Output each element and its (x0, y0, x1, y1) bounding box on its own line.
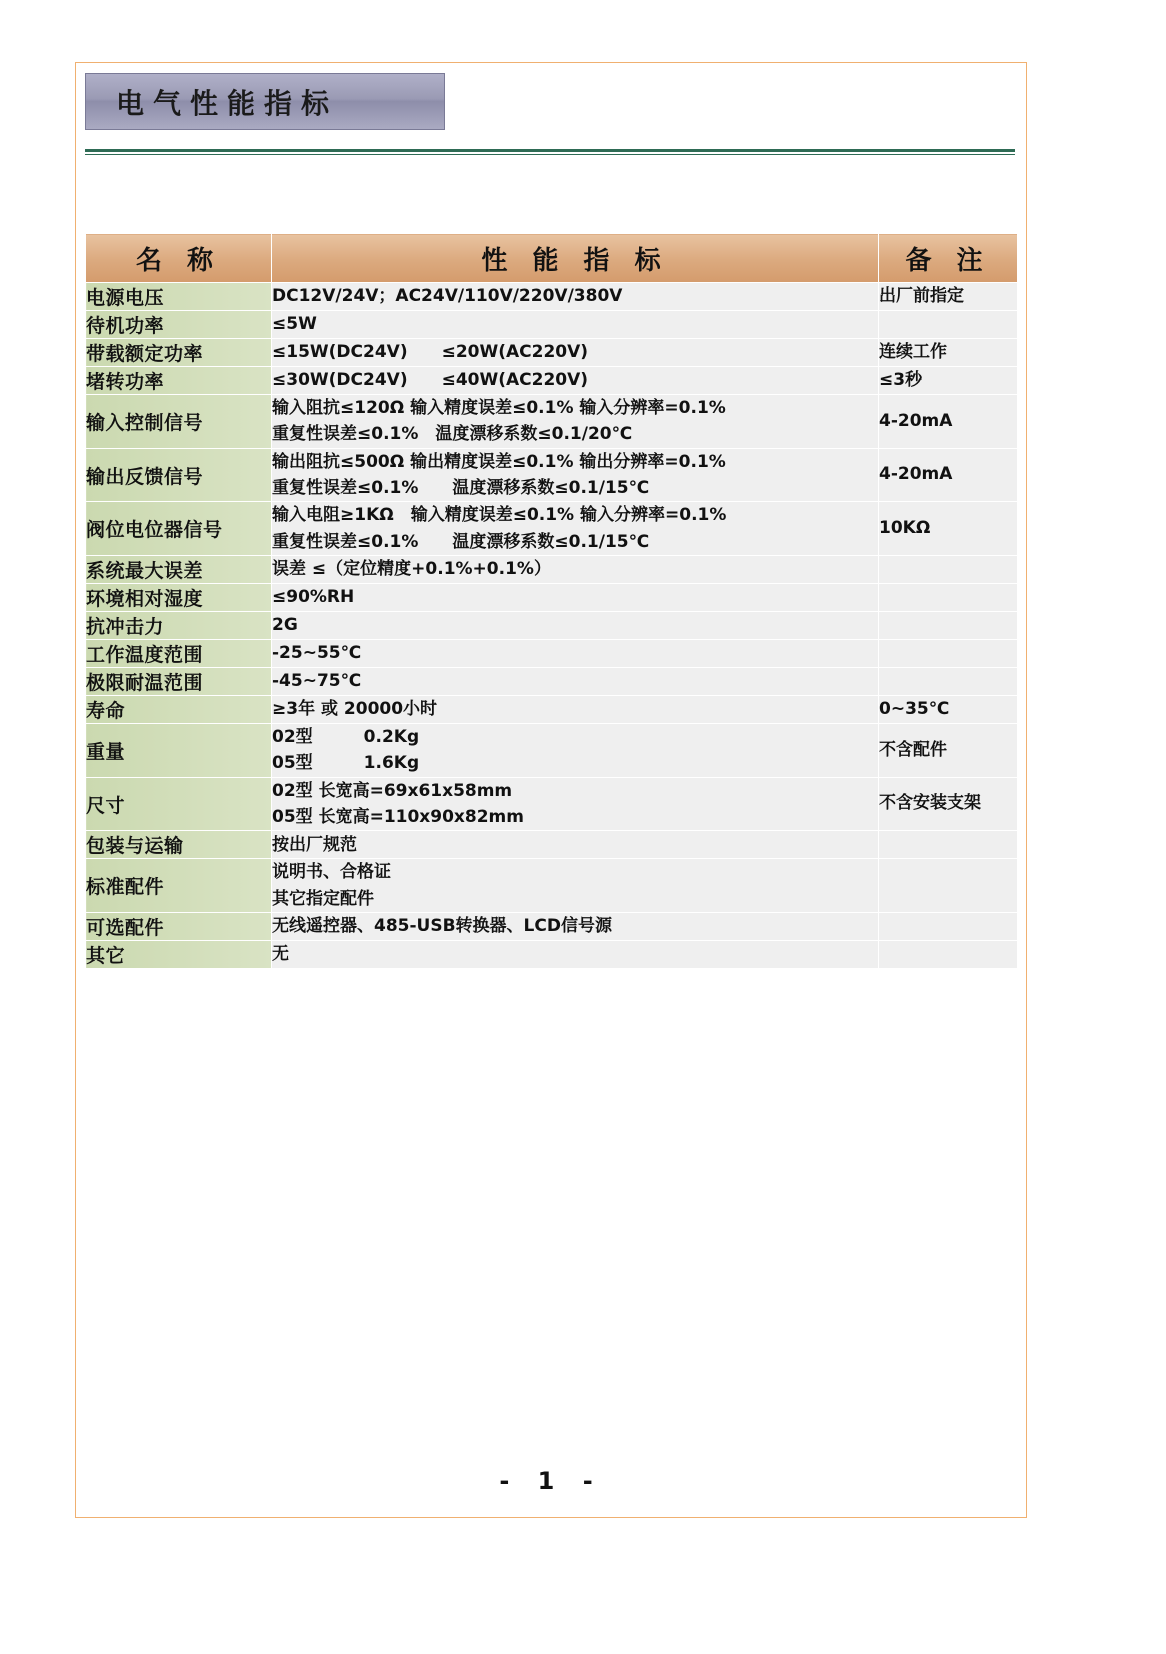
row-spec-line1: ≥3年 或 20000小时 (272, 699, 438, 720)
row-spec-line1: 02型 0.2Kg (272, 727, 420, 748)
row-note (879, 311, 1018, 339)
spec-table (85, 233, 1018, 969)
table-row (86, 831, 1018, 859)
spec-table-body (86, 283, 1018, 969)
document-page (75, 62, 1027, 1518)
row-note (879, 859, 1018, 913)
row-spec-line1: 无 (272, 944, 289, 965)
row-spec (272, 612, 879, 640)
row-spec-line1: 误差 ≤（定位精度+0.1%+0.1%） (272, 559, 551, 580)
row-spec-line1: DC12V/24V；AC24V/110V/220V/380V (272, 286, 623, 307)
row-spec-line1: ≤5W (272, 314, 317, 335)
row-note: 不含安装支架 (879, 777, 1018, 831)
row-note (879, 668, 1018, 696)
row-note: 0~35℃ (879, 696, 1018, 724)
row-note: 4-20mA (879, 448, 1018, 502)
row-spec-line1: 输出阻抗≤500Ω 输出精度误差≤0.1% 输出分辨率=0.1% (272, 451, 726, 472)
row-note: ≤3秒 (879, 367, 1018, 395)
row-name: 电源电压 (86, 283, 272, 311)
table-header-row (86, 234, 1018, 283)
row-name: 阀位电位器信号 (86, 502, 272, 556)
row-spec (272, 724, 879, 778)
table-row (86, 367, 1018, 395)
row-spec-line1: 输入阻抗≤120Ω 输入精度误差≤0.1% 输入分辨率=0.1% (272, 398, 726, 418)
row-spec-line1: -25~55℃ (272, 643, 362, 664)
header-name: 名 称 (86, 234, 272, 283)
row-note (879, 831, 1018, 859)
row-spec-line2: 重复性误差≤0.1% 温度漂移系数≤0.1/15℃ (272, 478, 650, 499)
row-name: 工作温度范围 (86, 640, 272, 668)
table-row (86, 777, 1018, 831)
row-note (879, 640, 1018, 668)
header-spec: 性 能 指 标 (272, 234, 879, 283)
row-spec (272, 556, 879, 584)
table-row (86, 640, 1018, 668)
row-spec (272, 448, 879, 502)
row-name: 输入控制信号 (86, 395, 272, 449)
header-note: 备 注 (879, 234, 1018, 283)
table-row (86, 913, 1018, 941)
row-spec-line2: 重复性误差≤0.1% 温度漂移系数≤0.1/20℃ (272, 424, 633, 445)
row-spec-line1: ≤30W(DC24V) ≤40W(AC220V) (272, 370, 589, 391)
row-spec-line1: 2G (272, 615, 298, 636)
table-row (86, 612, 1018, 640)
row-spec-line1: 输入电阻≥1KΩ 输入精度误差≤0.1% 输入分辨率=0.1% (272, 505, 727, 526)
table-row (86, 339, 1018, 367)
row-note (879, 584, 1018, 612)
table-row (86, 311, 1018, 339)
table-row (86, 395, 1018, 449)
row-spec (272, 696, 879, 724)
row-name: 其它 (86, 941, 272, 969)
row-spec (272, 584, 879, 612)
row-name: 寿命 (86, 696, 272, 724)
title-box (85, 73, 445, 130)
table-row (86, 283, 1018, 311)
row-spec-line2: 05型 长宽高=110x90x82mm (272, 807, 524, 828)
row-spec-line1: -45~75℃ (272, 671, 362, 692)
row-name: 尺寸 (86, 777, 272, 831)
row-note: 10KΩ (879, 502, 1018, 556)
table-row (86, 448, 1018, 502)
row-spec (272, 831, 879, 859)
row-spec-line2: 05型 1.6Kg (272, 753, 420, 774)
row-note: 不含配件 (879, 724, 1018, 778)
row-spec (272, 311, 879, 339)
table-row (86, 668, 1018, 696)
row-spec (272, 941, 879, 969)
row-name: 抗冲击力 (86, 612, 272, 640)
row-name: 堵转功率 (86, 367, 272, 395)
row-spec-line1: ≤15W(DC24V) ≤20W(AC220V) (272, 342, 589, 363)
row-spec-line2: 其它指定配件 (272, 888, 374, 909)
table-row (86, 941, 1018, 969)
row-spec-line1: 说明书、合格证 (272, 862, 391, 883)
row-name: 可选配件 (86, 913, 272, 941)
row-spec (272, 859, 879, 913)
row-name: 输出反馈信号 (86, 448, 272, 502)
row-name: 极限耐温范围 (86, 668, 272, 696)
header-rule-thin (85, 154, 1015, 155)
row-spec (272, 777, 879, 831)
row-name: 环境相对湿度 (86, 584, 272, 612)
row-name: 待机功率 (86, 311, 272, 339)
table-row (86, 724, 1018, 778)
row-note (879, 556, 1018, 584)
row-name: 标准配件 (86, 859, 272, 913)
table-row (86, 859, 1018, 913)
header-rule-thick (85, 149, 1015, 152)
row-spec (272, 395, 879, 449)
row-spec-line1: 02型 长宽高=69x61x58mm (272, 780, 513, 801)
row-spec-line2: 重复性误差≤0.1% 温度漂移系数≤0.1/15℃ (272, 531, 650, 552)
row-note (879, 941, 1018, 969)
row-note (879, 612, 1018, 640)
row-note: 连续工作 (879, 339, 1018, 367)
row-spec (272, 913, 879, 941)
row-name: 系统最大误差 (86, 556, 272, 584)
row-note: 出厂前指定 (879, 283, 1018, 311)
page-number: - 1 - (499, 1467, 603, 1495)
table-row (86, 696, 1018, 724)
row-name: 包装与运输 (86, 831, 272, 859)
row-spec-line1: 按出厂规范 (272, 834, 357, 855)
row-spec (272, 502, 879, 556)
title-banner (76, 63, 1026, 155)
row-note: 4-20mA (879, 395, 1018, 449)
row-name: 重量 (86, 724, 272, 778)
row-spec-line1: ≤90%RH (272, 587, 355, 608)
row-spec (272, 668, 879, 696)
row-spec-line1: 无线遥控器、485-USB转换器、LCD信号源 (272, 916, 612, 937)
row-spec (272, 367, 879, 395)
row-name: 带载额定功率 (86, 339, 272, 367)
table-row (86, 502, 1018, 556)
row-spec (272, 640, 879, 668)
row-note (879, 913, 1018, 941)
table-row (86, 556, 1018, 584)
page-title: 电气性能指标 (116, 86, 339, 120)
row-spec (272, 283, 879, 311)
row-spec (272, 339, 879, 367)
table-row (86, 584, 1018, 612)
